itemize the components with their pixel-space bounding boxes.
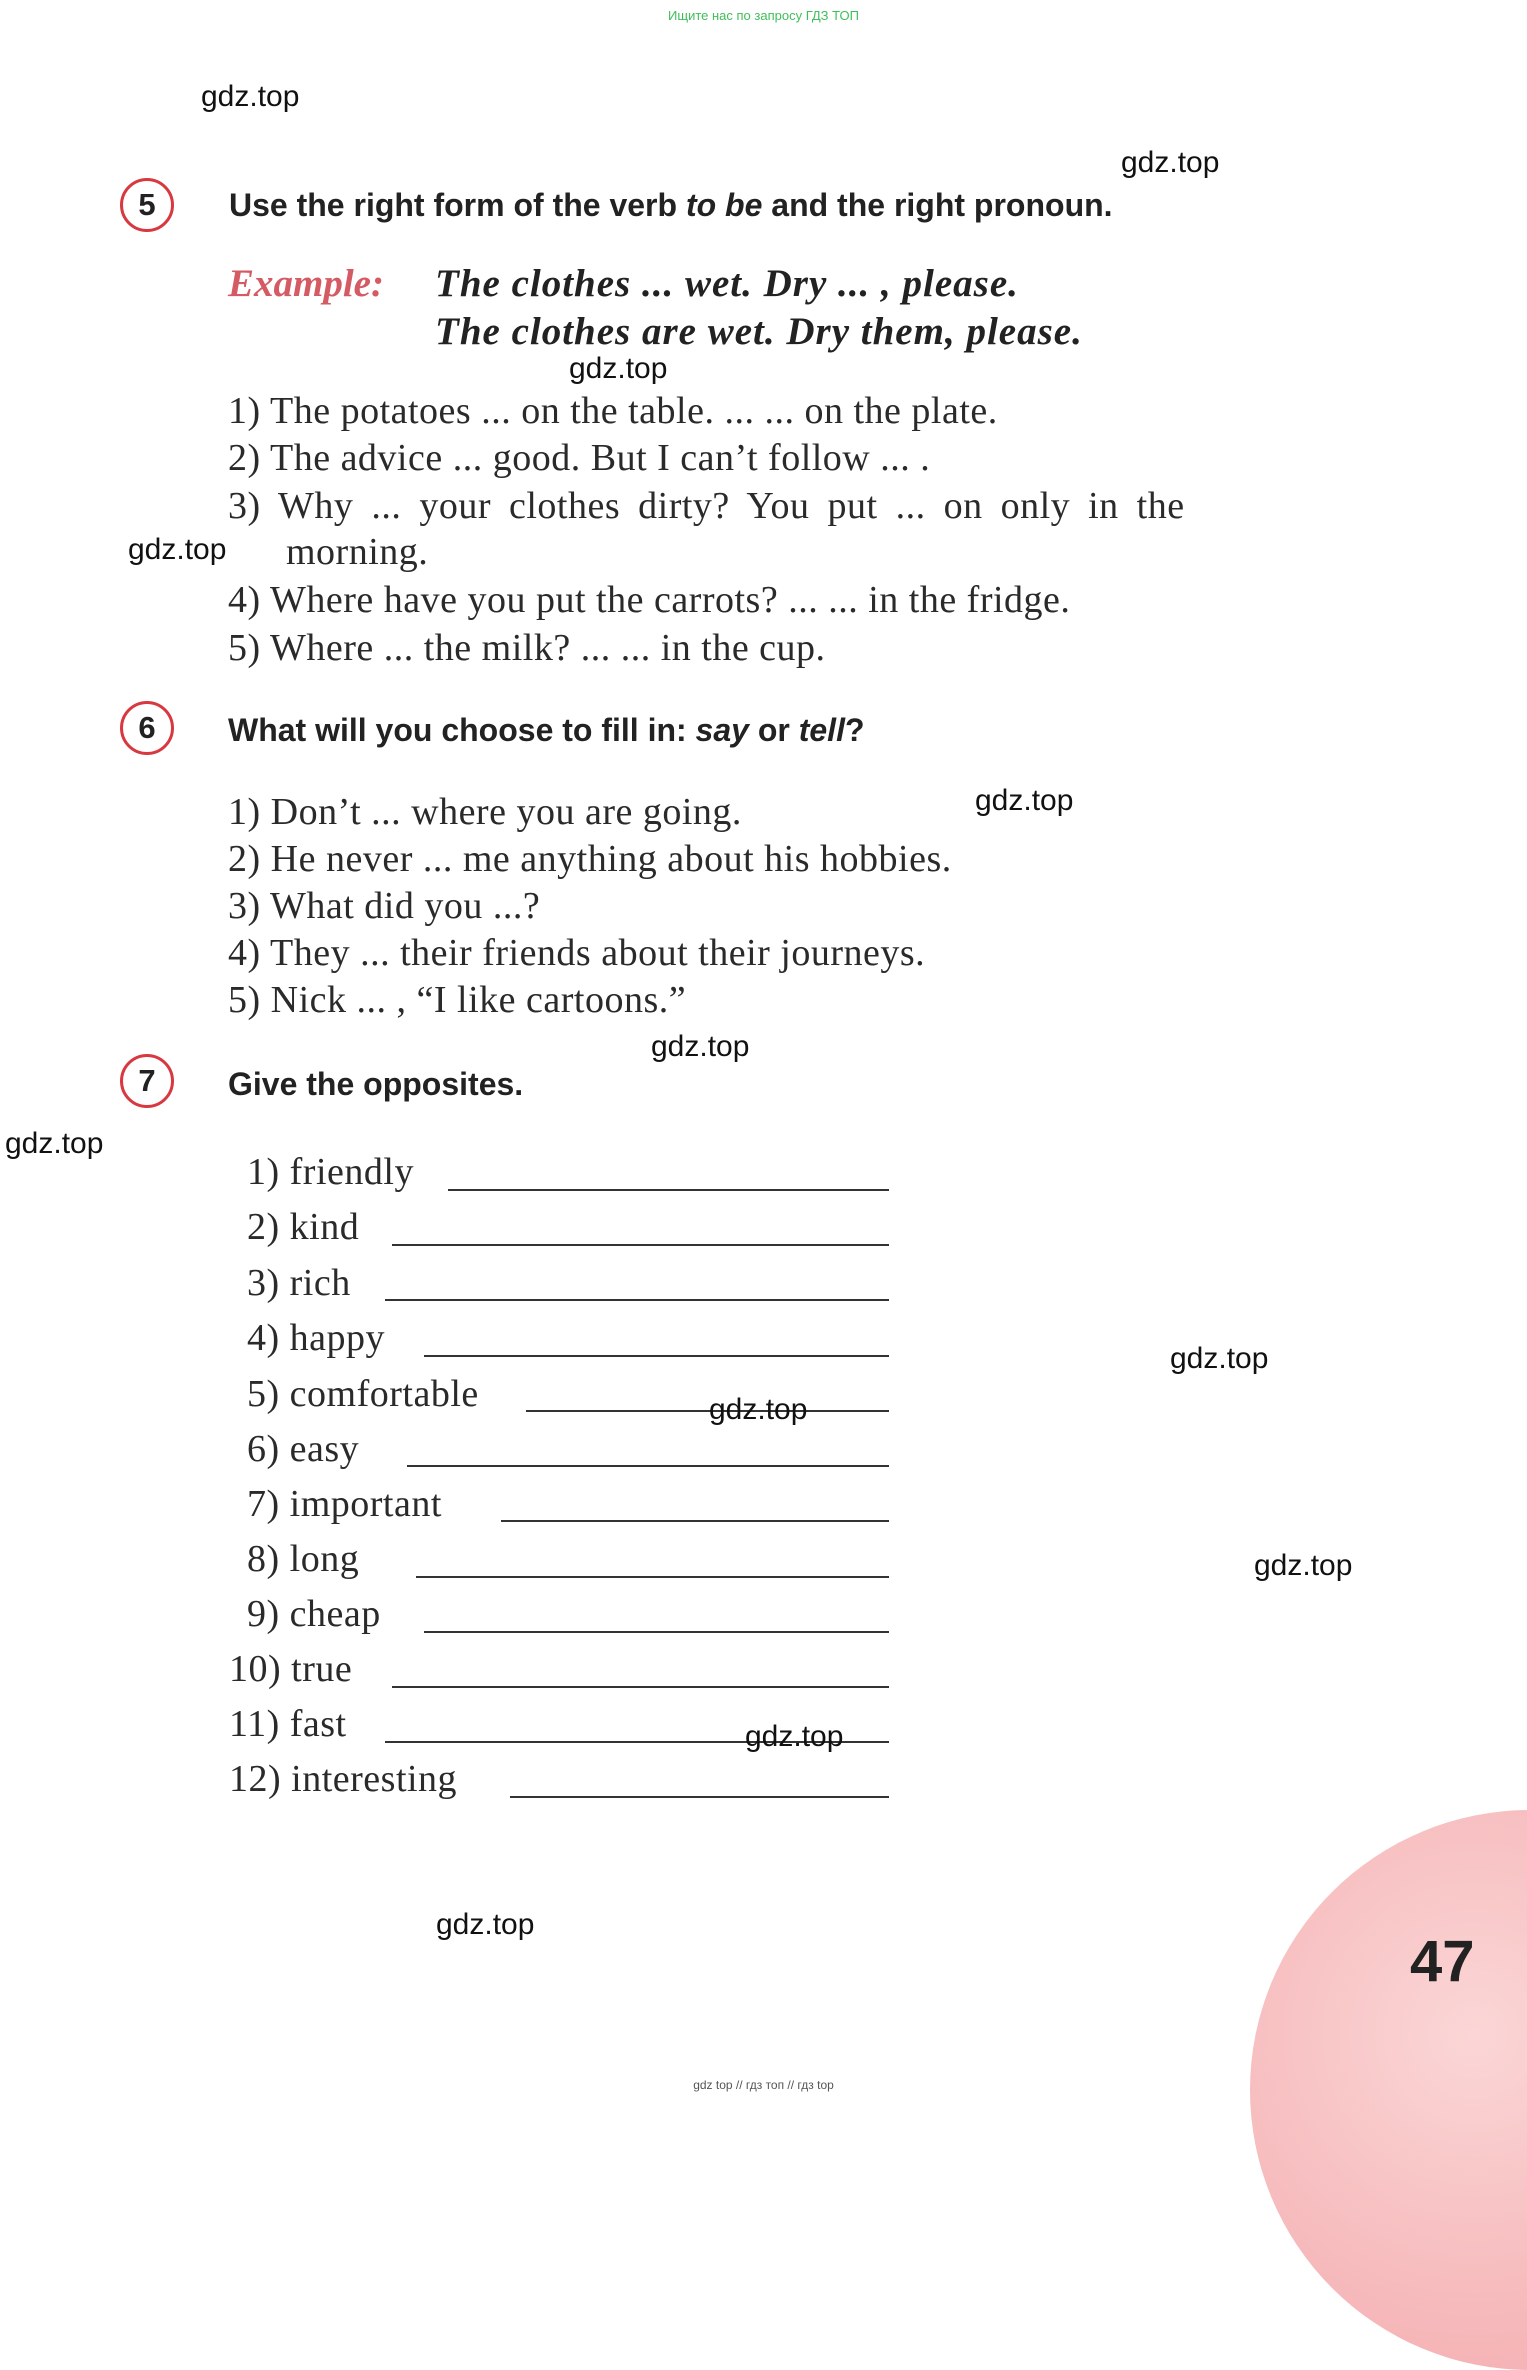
exercise-item <box>228 884 540 928</box>
example-answer-line: The clothes are wet. Dry them, please. <box>435 310 1083 353</box>
exercise-item <box>228 578 1070 622</box>
answer-line[interactable] <box>448 1189 889 1191</box>
item-word: cheap <box>289 1593 381 1635</box>
item-word: long <box>289 1538 360 1580</box>
answer-line[interactable] <box>424 1355 889 1357</box>
item-text: What did you ...? <box>269 885 541 927</box>
answer-line[interactable] <box>407 1465 889 1467</box>
exercise-item <box>228 931 925 975</box>
item-number: 12) <box>229 1758 282 1800</box>
item-word: easy <box>289 1428 360 1470</box>
exercise-number: 5 <box>138 187 156 222</box>
item-text: Where ... the milk? ... ... in the cup. <box>269 627 826 669</box>
watermark: gdz.top <box>709 1393 808 1426</box>
opposite-item <box>229 1647 352 1691</box>
item-text: They ... their friends about their journeys. <box>269 932 926 974</box>
item-number: 1) <box>247 1151 280 1193</box>
exercise-item <box>228 790 742 834</box>
watermark: gdz.top <box>436 1908 535 1941</box>
item-number: 11) <box>229 1703 280 1745</box>
item-number: 3) <box>228 485 261 527</box>
opposite-item <box>229 1757 457 1801</box>
watermark: gdz.top <box>975 784 1074 817</box>
exercise-title <box>228 712 865 749</box>
exercise-title: Give the opposites. <box>228 1066 524 1102</box>
answer-line[interactable] <box>526 1410 889 1412</box>
exercise-item <box>228 626 826 670</box>
watermark: gdz.top <box>1170 1342 1269 1375</box>
title-text: and the right pronoun. <box>762 187 1113 223</box>
item-text: Where have you put the carrots? ... ... in the fridge. <box>269 579 1071 621</box>
title-italic: say <box>695 712 749 748</box>
exercise-item <box>228 837 952 881</box>
answer-line[interactable] <box>510 1796 889 1798</box>
item-number: 9) <box>247 1593 280 1635</box>
item-text: Nick ... , “I like cartoons.” <box>270 979 687 1021</box>
item-text: Don’t ... where you are going. <box>270 791 742 833</box>
item-text: The potatoes ... on the table. ... ... on the plate. <box>269 390 998 432</box>
item-number: 2) <box>228 838 261 880</box>
exercise-number: 6 <box>138 710 156 745</box>
exercise-number-badge <box>120 701 174 755</box>
item-word: rich <box>289 1262 351 1304</box>
opposite-item <box>247 1261 351 1305</box>
answer-line[interactable] <box>416 1576 889 1578</box>
item-number: 5) <box>228 979 261 1021</box>
item-number: 1) <box>228 791 261 833</box>
watermark: gdz.top <box>201 80 300 113</box>
title-text: Use the right form of the verb <box>229 187 686 223</box>
item-number: 5) <box>228 627 261 669</box>
item-number: 5) <box>247 1373 280 1415</box>
item-number: 8) <box>247 1538 280 1580</box>
watermark: gdz.top <box>1254 1549 1353 1582</box>
answer-line[interactable] <box>424 1631 889 1633</box>
title-italic: tell <box>798 712 845 748</box>
item-text: The advice ... good. But I can’t follow ... . <box>269 437 931 479</box>
exercise-item <box>228 436 930 480</box>
watermark: gdz.top <box>745 1720 844 1753</box>
answer-line[interactable] <box>392 1244 889 1246</box>
exercise-item <box>228 978 686 1022</box>
item-word: happy <box>289 1317 386 1359</box>
exercise-item-continued: morning. <box>286 531 429 573</box>
top-banner: Ищите нас по запросу ГДЗ ТОП <box>668 8 859 23</box>
example-line: The clothes ... wet. Dry ... , please. <box>435 262 1019 305</box>
item-number: 2) <box>247 1206 280 1248</box>
watermark: gdz.top <box>569 352 668 385</box>
item-text: Why ... your clothes dirty? You put ... on only in the <box>277 485 1185 527</box>
title-text: ? <box>844 712 865 748</box>
opposite-item <box>247 1150 414 1194</box>
watermark: gdz.top <box>128 533 227 566</box>
item-word: friendly <box>289 1151 414 1193</box>
title-text: What will you choose to fill in: <box>228 712 696 748</box>
exercise-item <box>228 484 1185 528</box>
opposite-item <box>247 1592 381 1636</box>
opposite-item <box>247 1537 359 1581</box>
watermark: gdz.top <box>5 1127 104 1160</box>
item-word: interesting <box>291 1758 458 1800</box>
item-word: comfortable <box>289 1373 479 1415</box>
bottom-banner: gdz top // гдз топ // гдз top <box>693 2078 834 2092</box>
item-word: kind <box>289 1206 360 1248</box>
item-number: 4) <box>228 579 261 621</box>
opposite-item <box>247 1316 385 1360</box>
answer-line[interactable] <box>385 1299 889 1301</box>
item-number: 3) <box>228 885 261 927</box>
exercise-number: 7 <box>138 1063 156 1098</box>
opposite-item <box>247 1205 359 1249</box>
opposite-item <box>229 1702 347 1746</box>
item-number: 4) <box>247 1317 280 1359</box>
opposite-item <box>247 1427 359 1471</box>
item-number: 3) <box>247 1262 280 1304</box>
page-number: 47 <box>1410 1929 1475 1994</box>
item-number: 10) <box>229 1648 282 1690</box>
item-word: fast <box>289 1703 347 1745</box>
exercise-title <box>229 187 1113 224</box>
item-number: 1) <box>228 390 261 432</box>
title-text: or <box>748 712 799 748</box>
item-number: 7) <box>247 1483 280 1525</box>
item-word: true <box>291 1648 353 1690</box>
example-label: Example: <box>228 262 384 305</box>
item-number: 2) <box>228 437 261 479</box>
watermark: gdz.top <box>651 1030 750 1063</box>
answer-line[interactable] <box>501 1520 889 1522</box>
answer-line[interactable] <box>392 1686 889 1688</box>
title-italic: to be <box>685 187 763 223</box>
opposite-item <box>247 1372 479 1416</box>
watermark: gdz.top <box>1121 146 1220 179</box>
exercise-number-badge <box>120 178 174 232</box>
opposite-item <box>247 1482 442 1526</box>
item-number: 6) <box>247 1428 280 1470</box>
item-text: He never ... me anything about his hobbies. <box>270 838 952 880</box>
item-word: important <box>289 1483 442 1525</box>
exercise-item <box>228 389 998 433</box>
item-number: 4) <box>228 932 261 974</box>
exercise-number-badge <box>120 1054 174 1108</box>
